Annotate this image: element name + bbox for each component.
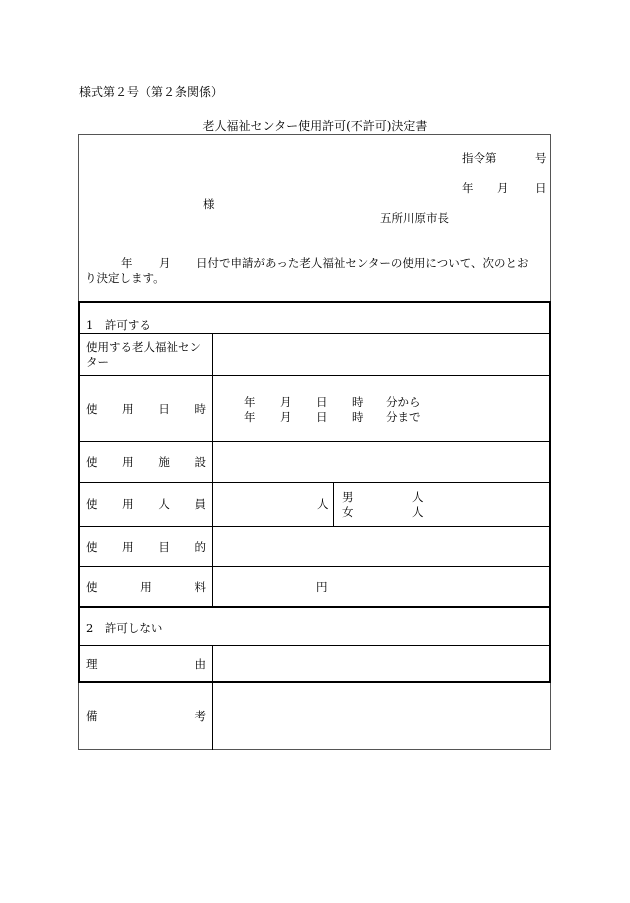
row-divider xyxy=(78,482,551,483)
date-from-month: 月 xyxy=(280,395,292,409)
female-unit: 人 xyxy=(412,505,424,519)
label-char: 用 xyxy=(122,402,134,416)
label-char: 用 xyxy=(122,455,134,469)
usage-date-label xyxy=(86,402,206,417)
row-divider xyxy=(78,645,551,646)
label-divider xyxy=(212,645,213,750)
label-char: 料 xyxy=(194,580,206,594)
male-label: 男 xyxy=(342,490,354,504)
female-label: 女 xyxy=(342,505,354,519)
date-to-minute: 分まで xyxy=(386,410,421,424)
body-text: 日付で申請があった老人福祉センターの使用について、次のとお xyxy=(196,256,529,270)
date-to-year: 年 xyxy=(244,410,256,424)
label-char: 使 xyxy=(86,540,98,554)
row-divider xyxy=(78,566,551,567)
date-from-year: 年 xyxy=(244,395,256,409)
label-char: 理 xyxy=(86,657,98,671)
label-char: 時 xyxy=(194,402,206,416)
body-text-line2: り決定します。 xyxy=(85,271,165,285)
label-char: 用 xyxy=(122,540,134,554)
male-unit: 人 xyxy=(412,490,424,504)
date-month: 月 xyxy=(497,181,509,195)
section-permit-label: 1 許可する xyxy=(86,318,151,332)
label-char: 施 xyxy=(158,455,170,469)
people-label xyxy=(86,497,206,512)
order-number-label: 指令第 xyxy=(462,151,497,165)
label-char: 日 xyxy=(158,402,170,416)
date-to-month: 月 xyxy=(280,410,292,424)
label-char: 使 xyxy=(86,580,98,594)
label-char: 備 xyxy=(86,709,98,723)
box-right-border xyxy=(549,301,551,683)
document-title: 老人福祉センター使用許可(不許可)決定書 xyxy=(202,119,428,133)
label-char: 使 xyxy=(86,402,98,416)
fee-label xyxy=(86,580,206,595)
reason-label xyxy=(86,657,206,672)
row-divider xyxy=(78,526,551,527)
people-unit: 人 xyxy=(317,497,329,511)
label-char: 設 xyxy=(194,455,206,469)
label-char: 考 xyxy=(194,709,206,723)
section1-top-border xyxy=(78,301,551,303)
date-year: 年 xyxy=(462,181,474,195)
people-divider xyxy=(333,482,334,527)
section-deny-label: 2 許可しない xyxy=(86,621,163,635)
box-left-border xyxy=(78,301,80,683)
date-from-hour: 時 xyxy=(352,395,364,409)
label-char: 用 xyxy=(140,580,152,594)
body-month: 月 xyxy=(159,256,171,270)
label-char: 目 xyxy=(158,540,170,554)
form-number: 様式第２号（第２条関係） xyxy=(79,85,224,99)
purpose-label xyxy=(86,540,206,555)
date-to-day: 日 xyxy=(316,410,328,424)
row-divider xyxy=(78,441,551,442)
row-divider xyxy=(78,375,551,376)
label-divider xyxy=(212,333,213,607)
label-char: 使 xyxy=(86,455,98,469)
body-year: 年 xyxy=(121,256,133,270)
label-char: 人 xyxy=(158,497,170,511)
order-number-suffix: 号 xyxy=(535,151,547,165)
label-char: 使 xyxy=(86,497,98,511)
fee-unit: 円 xyxy=(316,580,328,594)
section2-bottom-border xyxy=(78,681,551,683)
date-to-hour: 時 xyxy=(352,410,364,424)
remarks-label xyxy=(86,709,206,724)
label-char: 用 xyxy=(122,497,134,511)
facility-label xyxy=(86,455,206,470)
addressee-suffix: 様 xyxy=(203,197,215,211)
label-char: 員 xyxy=(194,497,206,511)
row-divider xyxy=(78,333,551,334)
date-from-minute: 分から xyxy=(386,395,421,409)
issuer: 五所川原市長 xyxy=(380,211,449,225)
center-label: 使用する老人福祉セン ター xyxy=(86,340,201,369)
date-day: 日 xyxy=(535,181,547,195)
label-char: 由 xyxy=(194,657,206,671)
label-char: 的 xyxy=(194,540,206,554)
section1-bottom-border xyxy=(78,606,551,608)
date-from-day: 日 xyxy=(316,395,328,409)
